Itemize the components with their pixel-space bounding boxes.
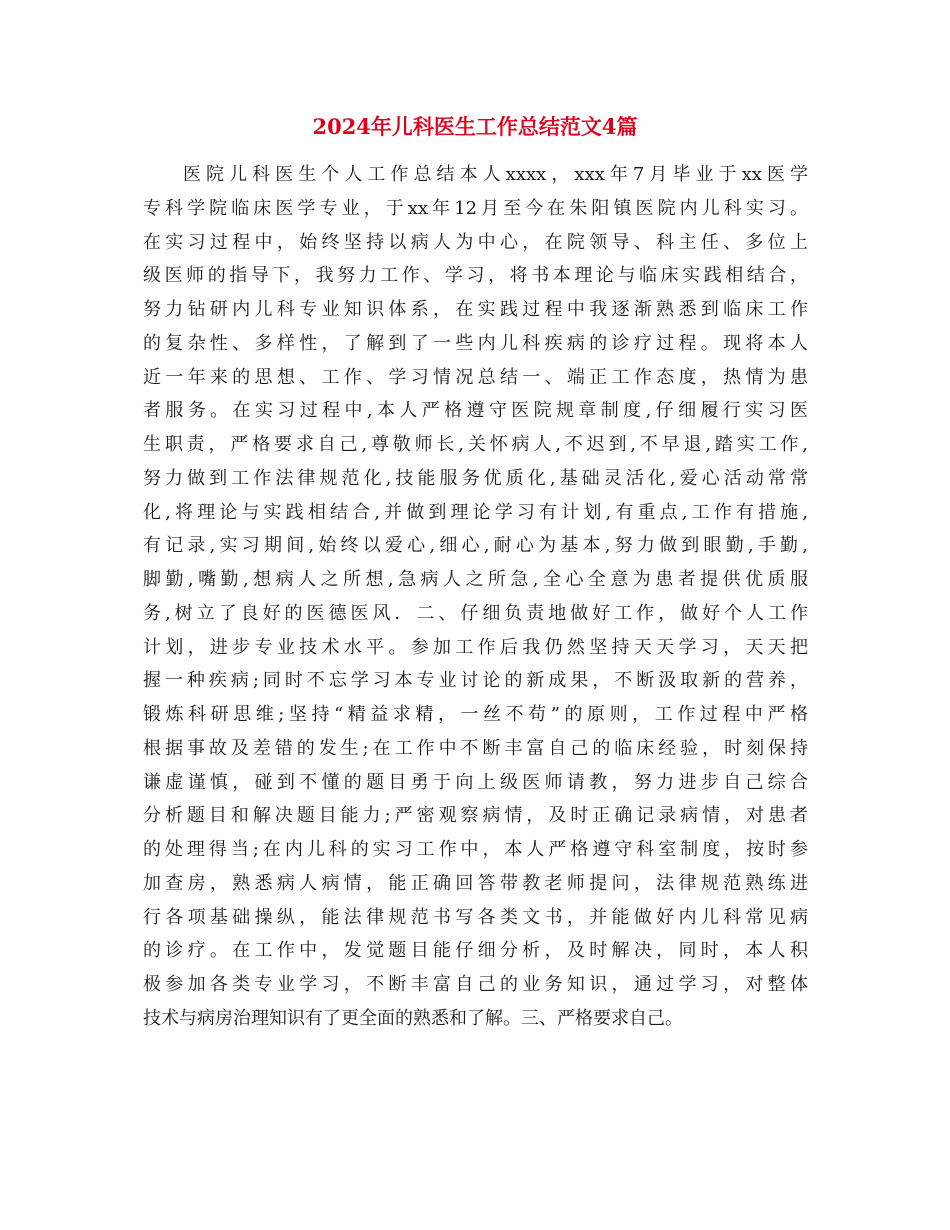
text-line: 专科学院临床医学专业，于xx年12月至今在朱阳镇医院内儿科实习。 — [143, 197, 808, 219]
document-title: 2024年儿科医生工作总结范文4篇 — [312, 114, 638, 139]
text-line: 近一年来的思想、工作、学习情况总结一、端正工作态度，热情为患 — [143, 366, 808, 388]
text-line: 努力做到工作法律规范化,技能服务优质化,基础灵活化,爱心活动常常 — [143, 467, 808, 489]
text-line: 的诊疗。在工作中，发觉题目能仔细分析，及时解决，同时，本人积 — [143, 940, 808, 962]
text-line: 谦虚谨慎，碰到不懂的题目勇于向上级医师请教，努力进步自己综合 — [143, 771, 808, 793]
text-line: 医院儿科医生个人工作总结本人xxxx，xxx年7月毕业于xx医学 — [183, 164, 808, 185]
text-line: 的处理得当;在内儿科的实习工作中，本人严格遵守科室制度，按时参 — [143, 839, 808, 860]
text-line: 脚勤,嘴勤,想病人之所想,急病人之所急,全心全意为患者提供优质服 — [143, 569, 808, 590]
text-line: 的复杂性、多样性，了解到了一些内儿科疾病的诊疗过程。现将本人 — [143, 332, 808, 354]
text-line: 努力钻研内儿科专业知识体系，在实践过程中我逐渐熟悉到临床工作 — [143, 299, 808, 320]
text-line: 在实习过程中，始终坚持以病人为中心，在院领导、科主任、多位上 — [143, 231, 808, 253]
text-line: 加查房，熟悉病人病情，能正确回答带教老师提问，法律规范熟练进 — [143, 872, 808, 894]
text-line: 行各项基础操纵，能法律规范书写各类文书，并能做好内儿科常见病 — [143, 906, 808, 928]
text-line: 分析题目和解决题目能力;严密观察病情，及时正确记录病情，对患者 — [143, 805, 808, 827]
text-line: 锻炼科研思维;坚持“精益求精，一丝不苟”的原则，工作过程中严格 — [143, 704, 808, 725]
text-line: 有记录,实习期间,始终以爱心,细心,耐心为基本,努力做到眼勤,手勤, — [143, 535, 808, 557]
text-line: 根据事故及差错的发生;在工作中不断丰富自己的临床经验，时刻保持 — [143, 737, 808, 759]
document-body — [143, 158, 808, 1036]
text-line: 极参加各类专业学习，不断丰富自己的业务知识，通过学习，对整体 — [143, 974, 808, 995]
text-line: 技术与病房治理知识有了更全面的熟悉和了解。三、严格要求自己。 — [143, 1007, 683, 1029]
text-line: 级医师的指导下，我努力工作、学习，将书本理论与临床实践相结合， — [143, 265, 808, 287]
text-line: 务,树立了良好的医德医风．二、仔细负责地做好工作，做好个人工作 — [143, 602, 808, 624]
text-line: 生职责，严格要求自己,尊敬师长,关怀病人,不迟到,不早退,踏实工作, — [143, 434, 808, 455]
text-line: 握一种疾病;同时不忘学习本专业讨论的新成果，不断汲取新的营养， — [143, 670, 808, 692]
text-line: 化,将理论与实践相结合,并做到理论学习有计划,有重点,工作有措施, — [143, 501, 808, 523]
text-line: 计划，进步专业技术水平。参加工作后我仍然坚持天天学习，天天把 — [143, 636, 808, 658]
text-line: 者服务。在实习过程中,本人严格遵守医院规章制度,仔细履行实习医 — [143, 400, 808, 422]
